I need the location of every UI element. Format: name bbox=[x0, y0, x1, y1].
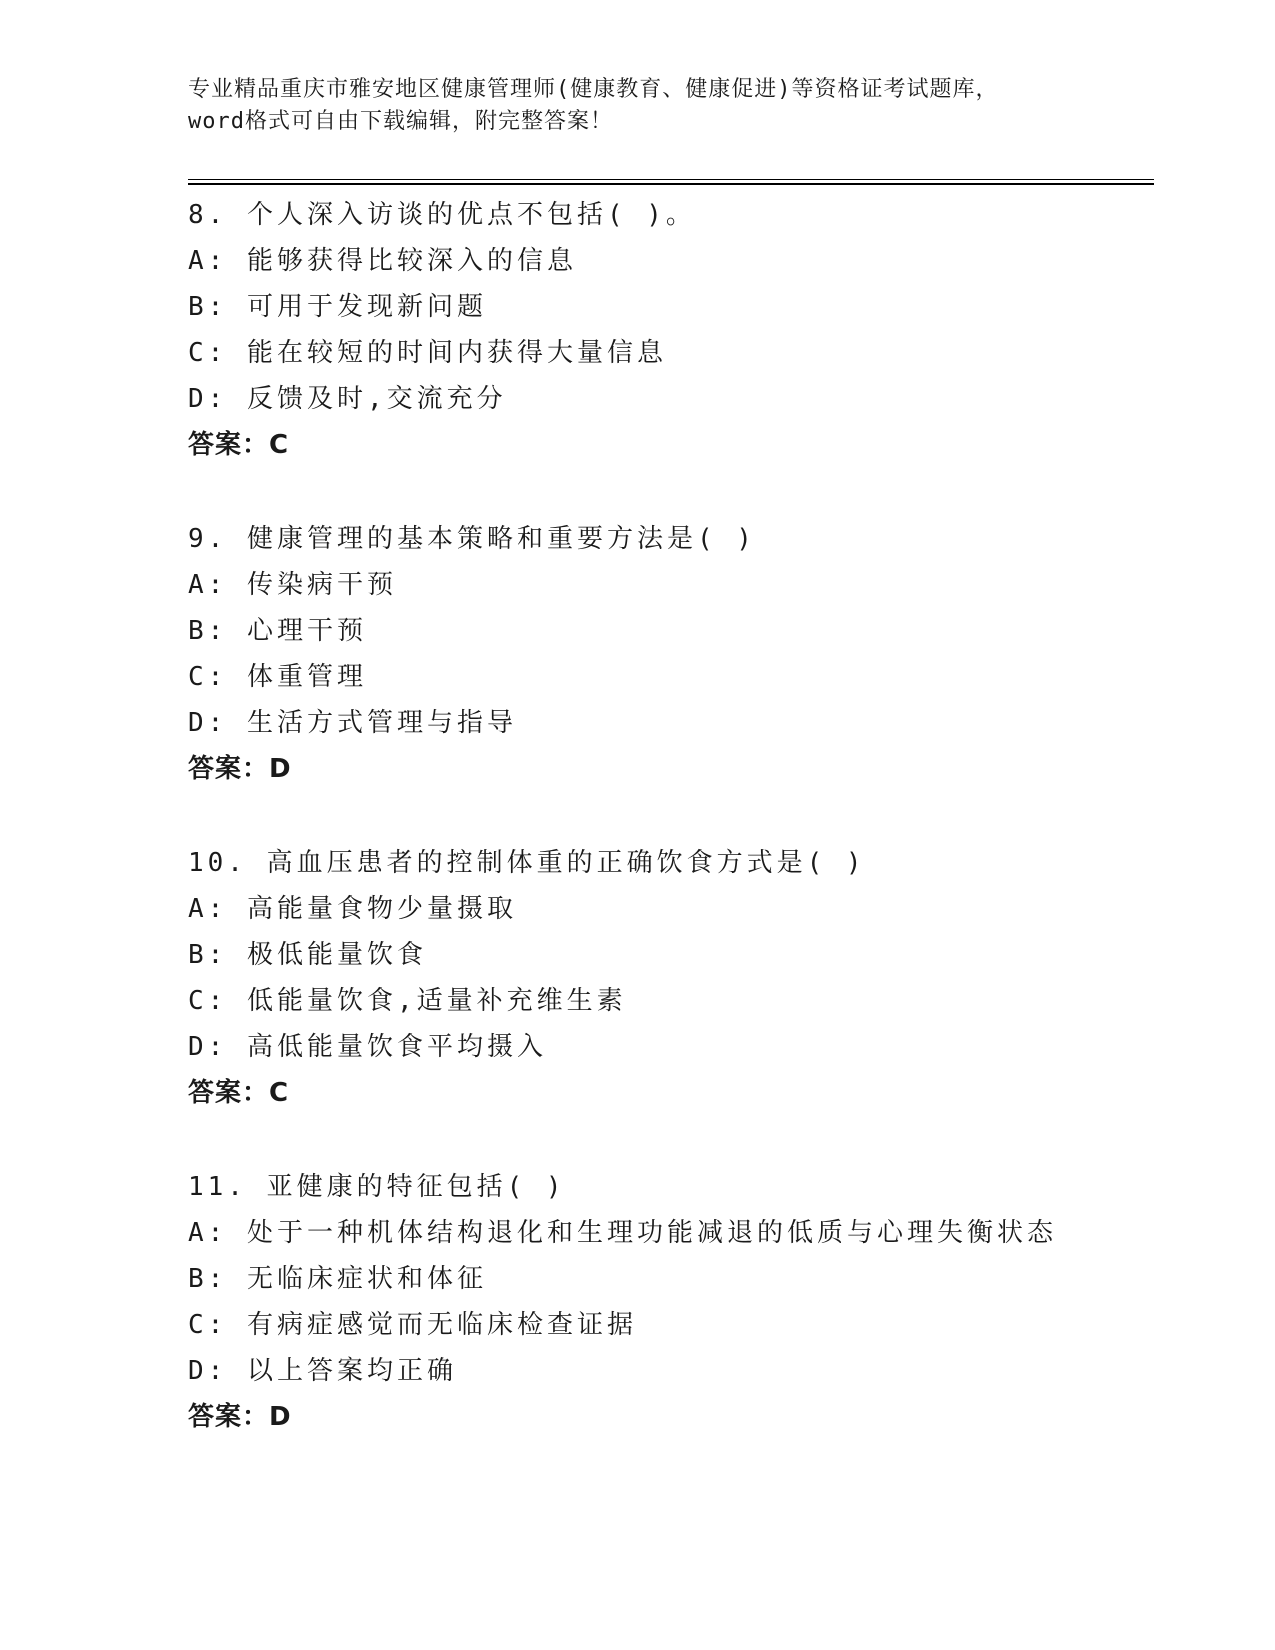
question-10 bbox=[188, 840, 1168, 1116]
option-a: A: 传染病干预 bbox=[188, 570, 397, 600]
option-c: C: 能在较短的时间内获得大量信息 bbox=[188, 338, 667, 368]
question-9 bbox=[188, 516, 1168, 792]
option-c: C: 体重管理 bbox=[188, 662, 367, 692]
option-b: B: 极低能量饮食 bbox=[188, 940, 427, 970]
option-d: D: 反馈及时,交流充分 bbox=[188, 384, 507, 414]
option-a: A: 能够获得比较深入的信息 bbox=[188, 246, 577, 276]
option-b: B: 无临床症状和体征 bbox=[188, 1264, 487, 1294]
answer-line: 答案：D bbox=[188, 1402, 292, 1432]
option-a: A: 高能量食物少量摄取 bbox=[188, 894, 517, 924]
option-a: A: 处于一种机体结构退化和生理功能减退的低质与心理失衡状态 bbox=[188, 1218, 1057, 1248]
option-d: D: 高低能量饮食平均摄入 bbox=[188, 1032, 547, 1062]
question-11 bbox=[188, 1164, 1168, 1440]
header-divider-thick bbox=[188, 183, 1154, 185]
header-divider-thin bbox=[188, 179, 1154, 180]
header-title-line-2: word格式可自由下载编辑，附完整答案！ bbox=[188, 109, 613, 134]
answer-line: 答案：D bbox=[188, 754, 292, 784]
answer-line: 答案：C bbox=[188, 430, 290, 460]
question-list bbox=[188, 192, 1168, 1488]
question-stem: 9. 健康管理的基本策略和重要方法是( ) bbox=[188, 524, 756, 554]
question-stem: 8. 个人深入访谈的优点不包括( )。 bbox=[188, 200, 696, 230]
question-stem: 10. 高血压患者的控制体重的正确饮食方式是( ) bbox=[188, 848, 866, 878]
answer-line: 答案：C bbox=[188, 1078, 290, 1108]
option-d: D: 以上答案均正确 bbox=[188, 1356, 457, 1386]
header-title-line-1: 专业精品重庆市雅安地区健康管理师(健康教育、健康促进)等资格证考试题库， bbox=[188, 77, 999, 102]
option-c: C: 低能量饮食,适量补充维生素 bbox=[188, 986, 627, 1016]
option-d: D: 生活方式管理与指导 bbox=[188, 708, 517, 738]
option-c: C: 有病症感觉而无临床检查证据 bbox=[188, 1310, 637, 1340]
document-header bbox=[188, 74, 1088, 138]
question-8 bbox=[188, 192, 1168, 468]
option-b: B: 可用于发现新问题 bbox=[188, 292, 487, 322]
question-stem: 11. 亚健康的特征包括( ) bbox=[188, 1172, 566, 1202]
option-b: B: 心理干预 bbox=[188, 616, 367, 646]
